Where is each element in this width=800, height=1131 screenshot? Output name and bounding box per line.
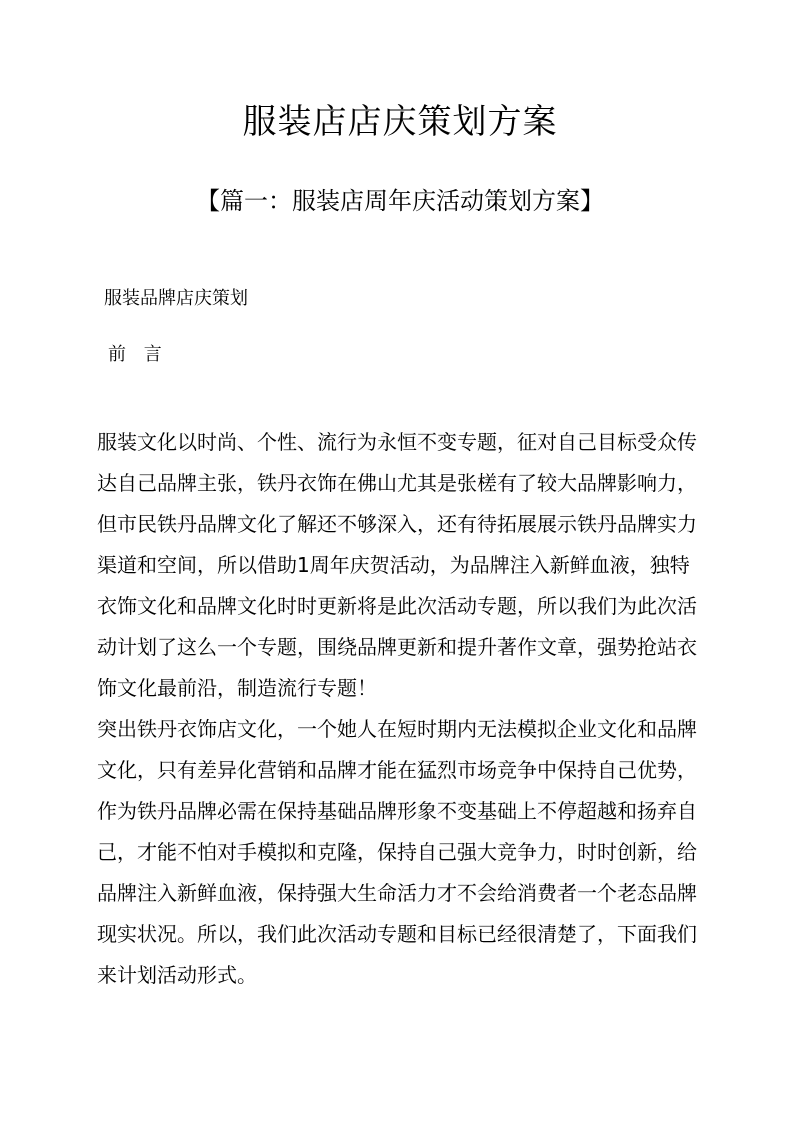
- body-text: [97, 422, 701, 996]
- paragraph-1: 服装文化以时尚、个性、流行为永恒不变专题，征对自己目标受众传达自己品牌主张，铁丹衣饰在佛山尤其是张槎有了较大品牌影响力，但市民铁丹品牌文化了解还不够深入，还有待拓展展示铁丹品牌实力渠道和空间，所以借助1周年庆贺活动，为品牌注入新鲜血液，独特衣饰文化和品牌文化时时更新将是此次活动专题，所以我们为此次活动计划了这么一个专题，围绕品牌更新和提升著作文章，强势抢站衣饰文化最前沿，制造流行专题！: [97, 430, 697, 700]
- document-title: 服装店店庆策划方案: [242, 102, 558, 142]
- paragraph-2: 突出铁丹衣饰店文化，一个她人在短时期内无法模拟企业文化和品牌文化，只有差异化营销和品牌才能在猛烈市场竞争中保持自己优势，作为铁丹品牌必需在保持基础品牌形象不变基础上不停超越和扬弃自己，才能不怕对手模拟和克隆，保持自己强大竞争力，时时创新，给品牌注入新鲜血液，保持强大生命活力才不会给消费者一个老态品牌现实状况。所以，我们此次活动专题和目标已经很清楚了，下面我们来计划活动形式。: [97, 717, 697, 987]
- document-subtitle: 【篇一：服装店周年庆活动策划方案】: [196, 187, 604, 215]
- preface-heading: 前 言: [108, 344, 168, 365]
- section-heading: 服装品牌店庆策划: [104, 288, 248, 309]
